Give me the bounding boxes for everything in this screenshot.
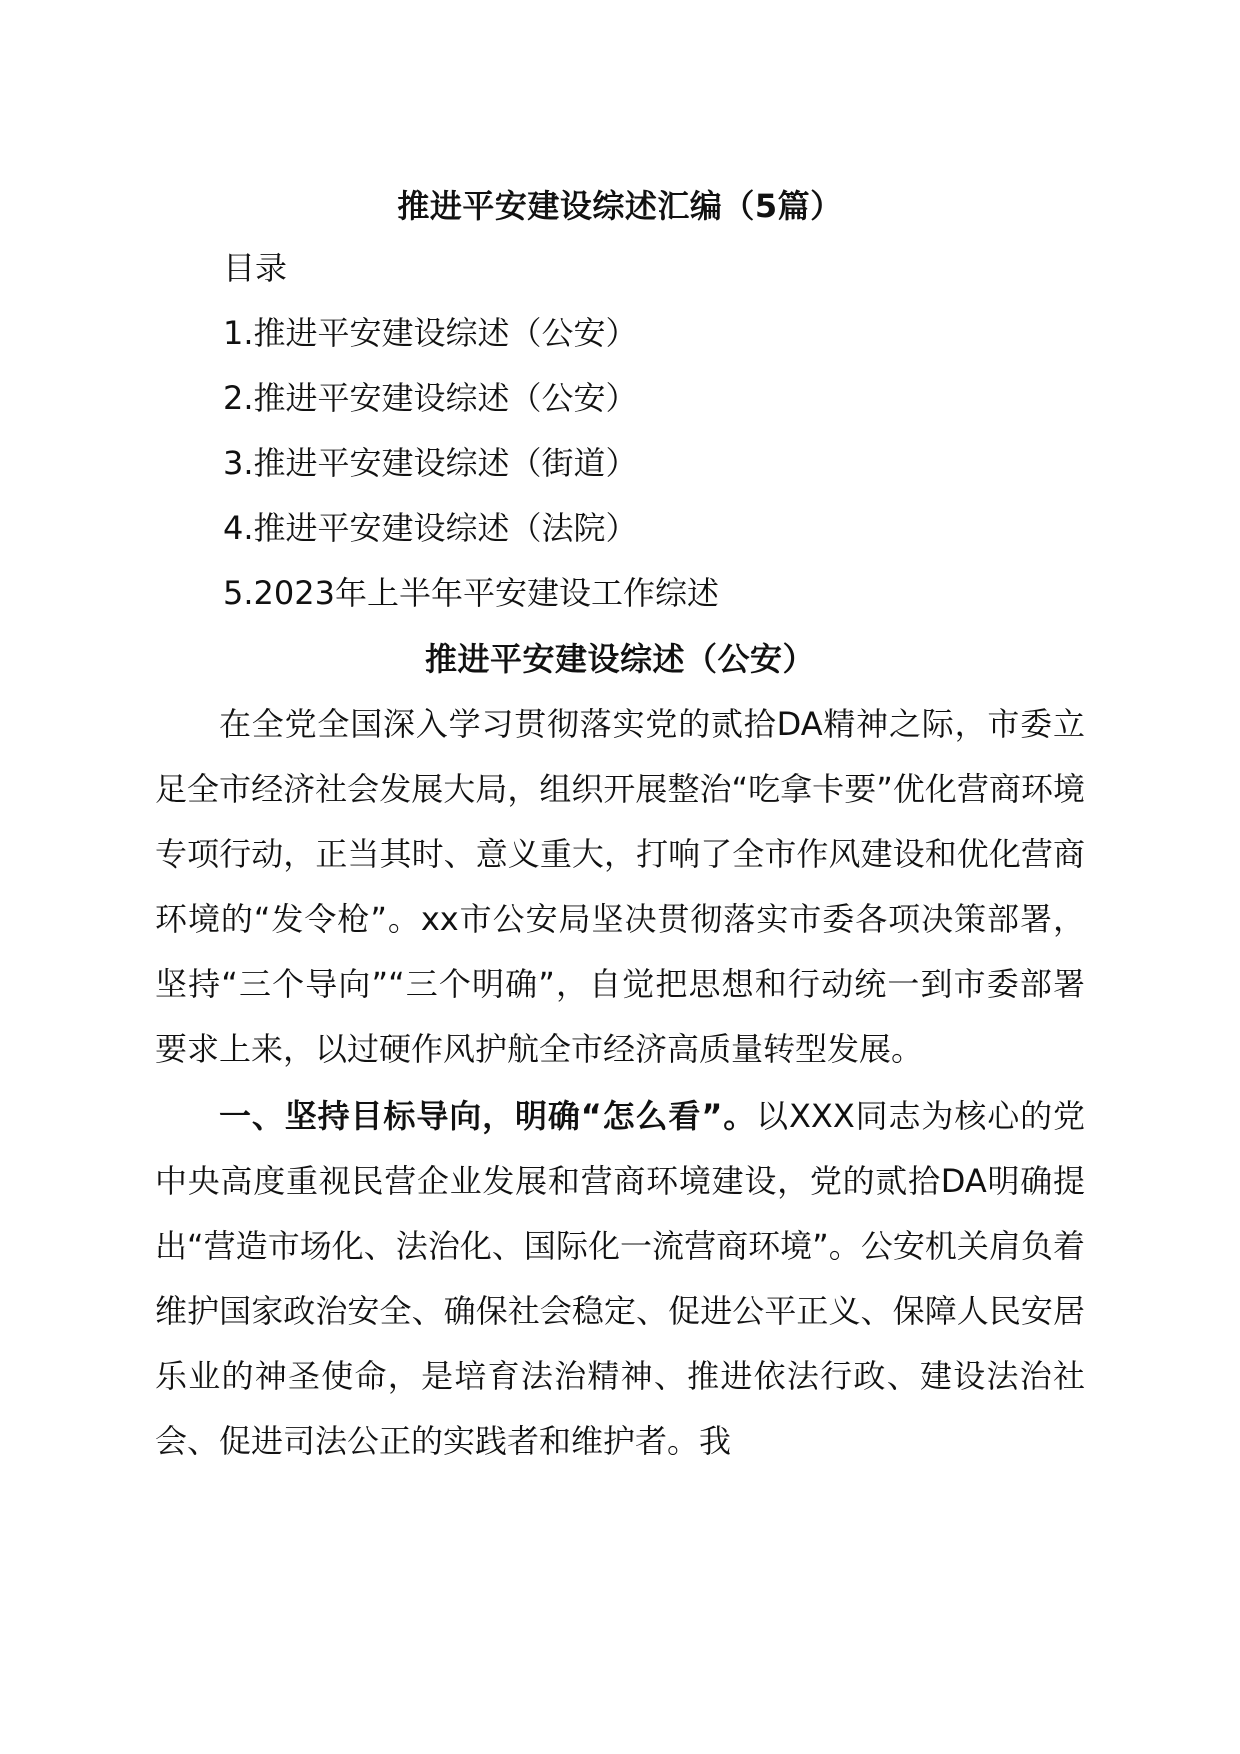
toc-item-1: 1.推进平安建设综述（公安） (223, 314, 638, 352)
toc-heading: 目录 (223, 249, 288, 287)
section-title: 推进平安建设综述（公安） (424, 640, 815, 678)
toc-item-3: 3.推进平安建设综述（街道） (223, 444, 638, 482)
body-paragraph-2 (155, 1084, 1085, 1474)
paragraph-body-text: 以XXX同志为核心的党中央高度重视民营企业发展和营商环境建设，党的贰拾DA明确提出“营造市场化、法治化、国际化一流营商环境”。公安机关肩负着维护国家政治安全、确保社会稳定、促进公平正义、保障人民安居乐业的神圣使命，是培育法治精神、推进依法行政、建设法治社会、促进司法公正的实践者和维护者。我 (155, 1097, 1085, 1460)
body-paragraph-1: 在全党全国深入学习贯彻落实党的贰拾DA精神之际，市委立足全市经济社会发展大局，组织开展整治“吃拿卡要”优化营商环境专项行动，正当其时、意义重大，打响了全市作风建设和优化营商环境的“发令枪”。xx市公安局坚决贯彻落实市委各项决策部署，坚持“三个导向”“三个明确”，自觉把思想和行动统一到市委部署要求上来，以过硬作风护航全市经济高质量转型发展。 (155, 705, 1085, 1068)
paragraph-lead-heading: 一、坚持目标导向，明确“怎么看”。 (219, 1097, 757, 1135)
document-page (155, 178, 1085, 1474)
document-title: 推进平安建设综述汇编（5篇） (397, 187, 843, 225)
toc-item-2: 2.推进平安建设综述（公安） (223, 379, 638, 417)
toc-item-4: 4.推进平安建设综述（法院） (223, 509, 638, 547)
toc-item-5: 5.2023年上半年平安建设工作综述 (223, 574, 719, 612)
